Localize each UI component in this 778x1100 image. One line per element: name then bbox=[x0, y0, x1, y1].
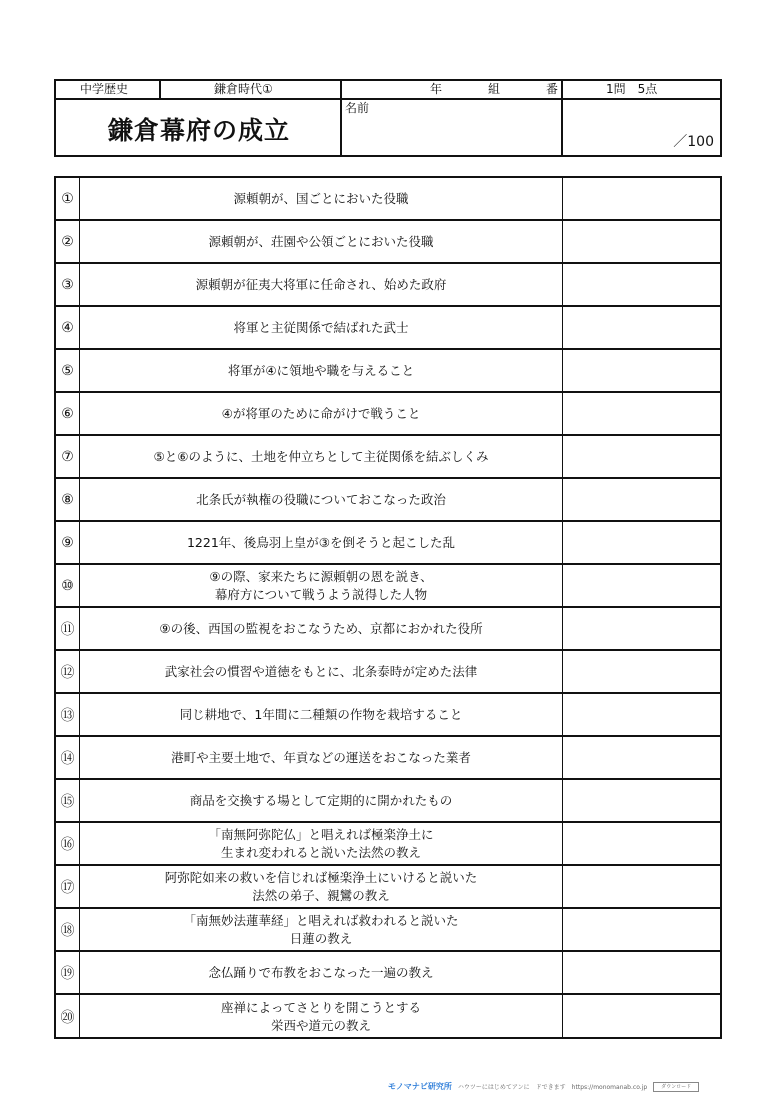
question-row bbox=[56, 522, 720, 565]
number-label: 番 bbox=[546, 82, 559, 96]
question-number: ⑩ bbox=[56, 565, 80, 606]
answer-box[interactable] bbox=[562, 608, 720, 649]
download-badge: ダウンロード bbox=[653, 1082, 699, 1092]
question-text: 港町や主要土地で、年貢などの運送をおこなった業者 bbox=[171, 749, 471, 765]
question-text: ⑤と⑥のように、土地を仲立ちとして主従関係を結ぶしくみ bbox=[153, 448, 489, 464]
question-number: ② bbox=[56, 221, 80, 262]
answer-box[interactable] bbox=[562, 952, 720, 993]
question-number: ⑭ bbox=[56, 737, 80, 778]
question-row bbox=[56, 952, 720, 995]
answer-box[interactable] bbox=[562, 350, 720, 391]
question-row bbox=[56, 608, 720, 651]
question-number: ⑱ bbox=[56, 909, 80, 950]
footer bbox=[388, 1081, 699, 1092]
question-text: 「南無阿弥陀仏」と唱えれば極楽浄土に 生まれ変われると説いた法然の教え bbox=[208, 826, 434, 860]
question-number: ⑦ bbox=[56, 436, 80, 477]
question-text: 源頼朝が征夷大将軍に任命され、始めた政府 bbox=[195, 276, 447, 292]
brand-logo: モノマナビ研究所 bbox=[388, 1082, 452, 1091]
divider bbox=[159, 81, 161, 99]
question-row bbox=[56, 780, 720, 823]
question-text: 商品を交換する場として定期的に開かれたもの bbox=[189, 792, 453, 808]
question-text: 「南無妙法蓮華経」と唱えれば救われると説いた 日蓮の教え bbox=[183, 912, 459, 946]
question-table bbox=[54, 176, 722, 1039]
points-label: 1問 5点 bbox=[606, 82, 658, 96]
question-number: ⑫ bbox=[56, 651, 80, 692]
answer-box[interactable] bbox=[562, 866, 720, 907]
question-number: ⑥ bbox=[56, 393, 80, 434]
question-text: 念仏踊りで布教をおこなった一遍の教え bbox=[208, 964, 434, 980]
question-row bbox=[56, 909, 720, 952]
answer-box[interactable] bbox=[562, 307, 720, 348]
question-number: ③ bbox=[56, 264, 80, 305]
score-total: ／100 bbox=[673, 134, 714, 150]
question-number: ① bbox=[56, 178, 80, 219]
question-text: 源頼朝が、荘園や公領ごとにおいた役職 bbox=[208, 233, 434, 249]
question-row bbox=[56, 264, 720, 307]
question-row bbox=[56, 221, 720, 264]
question-row bbox=[56, 651, 720, 694]
answer-box[interactable] bbox=[562, 823, 720, 864]
answer-box[interactable] bbox=[562, 694, 720, 735]
divider bbox=[561, 81, 563, 155]
question-row bbox=[56, 694, 720, 737]
question-number: ⑪ bbox=[56, 608, 80, 649]
divider bbox=[56, 98, 342, 100]
question-row bbox=[56, 307, 720, 350]
answer-box[interactable] bbox=[562, 264, 720, 305]
question-number: ⑨ bbox=[56, 522, 80, 563]
answer-box[interactable] bbox=[562, 909, 720, 950]
question-number: ⑰ bbox=[56, 866, 80, 907]
question-number: ⑧ bbox=[56, 479, 80, 520]
question-row bbox=[56, 866, 720, 909]
question-text: 将軍が④に領地や職を与えること bbox=[227, 362, 415, 378]
answer-box[interactable] bbox=[562, 522, 720, 563]
question-number: ⑯ bbox=[56, 823, 80, 864]
divider bbox=[342, 98, 720, 100]
question-row bbox=[56, 436, 720, 479]
question-row bbox=[56, 178, 720, 221]
question-row bbox=[56, 737, 720, 780]
question-row bbox=[56, 350, 720, 393]
question-text: 将軍と主従関係で結ばれた武士 bbox=[233, 319, 409, 335]
year-label: 年 bbox=[430, 82, 443, 96]
answer-box[interactable] bbox=[562, 780, 720, 821]
name-label: 名前 bbox=[345, 101, 370, 115]
subject-label: 中学歴史 bbox=[80, 82, 129, 96]
worksheet-title: 鎌倉幕府の成立 bbox=[107, 116, 290, 145]
worksheet-header bbox=[54, 79, 722, 157]
answer-box[interactable] bbox=[562, 178, 720, 219]
question-text: 源頼朝が、国ごとにおいた役職 bbox=[233, 190, 409, 206]
question-number: ⑤ bbox=[56, 350, 80, 391]
question-text: 1221年、後鳥羽上皇が③を倒そうと起こした乱 bbox=[186, 534, 456, 550]
question-number: ⑮ bbox=[56, 780, 80, 821]
answer-box[interactable] bbox=[562, 651, 720, 692]
question-row bbox=[56, 565, 720, 608]
answer-box[interactable] bbox=[562, 436, 720, 477]
question-text: ④が将軍のために命がけで戦うこと bbox=[221, 405, 421, 421]
question-row bbox=[56, 393, 720, 436]
question-number: ④ bbox=[56, 307, 80, 348]
question-text: ⑨の際、家来たちに源頼朝の恩を説き、 幕府方について戦うよう説得した人物 bbox=[209, 568, 433, 602]
question-text: 阿弥陀如来の救いを信じれば極楽浄土にいけると説いた 法然の弟子、親鸞の教え bbox=[164, 869, 478, 903]
answer-box[interactable] bbox=[562, 995, 720, 1038]
question-row bbox=[56, 823, 720, 866]
answer-box[interactable] bbox=[562, 565, 720, 606]
question-text: 座禅によってさとりを開こうとする 栄西や道元の教え bbox=[220, 999, 421, 1033]
answer-box[interactable] bbox=[562, 221, 720, 262]
unit-label: 鎌倉時代① bbox=[214, 82, 273, 96]
question-row bbox=[56, 479, 720, 522]
footer-note: ハウツーにはじめてアンに ドできます https://monomanab.co.jp bbox=[457, 1084, 648, 1091]
question-row bbox=[56, 995, 720, 1038]
answer-box[interactable] bbox=[562, 479, 720, 520]
question-text: 北条氏が執権の役職についておこなった政治 bbox=[196, 491, 446, 507]
class-label: 組 bbox=[488, 82, 501, 96]
question-number: ⑬ bbox=[56, 694, 80, 735]
question-number: ⑲ bbox=[56, 952, 80, 993]
question-number: ⑳ bbox=[56, 995, 80, 1038]
question-text: 同じ耕地で、1年間に二種類の作物を栽培すること bbox=[179, 706, 463, 722]
question-text: ⑨の後、西国の監視をおこなうため、京都におかれた役所 bbox=[159, 620, 483, 636]
answer-box[interactable] bbox=[562, 393, 720, 434]
answer-box[interactable] bbox=[562, 737, 720, 778]
question-text: 武家社会の慣習や道徳をもとに、北条泰時が定めた法律 bbox=[164, 663, 478, 679]
